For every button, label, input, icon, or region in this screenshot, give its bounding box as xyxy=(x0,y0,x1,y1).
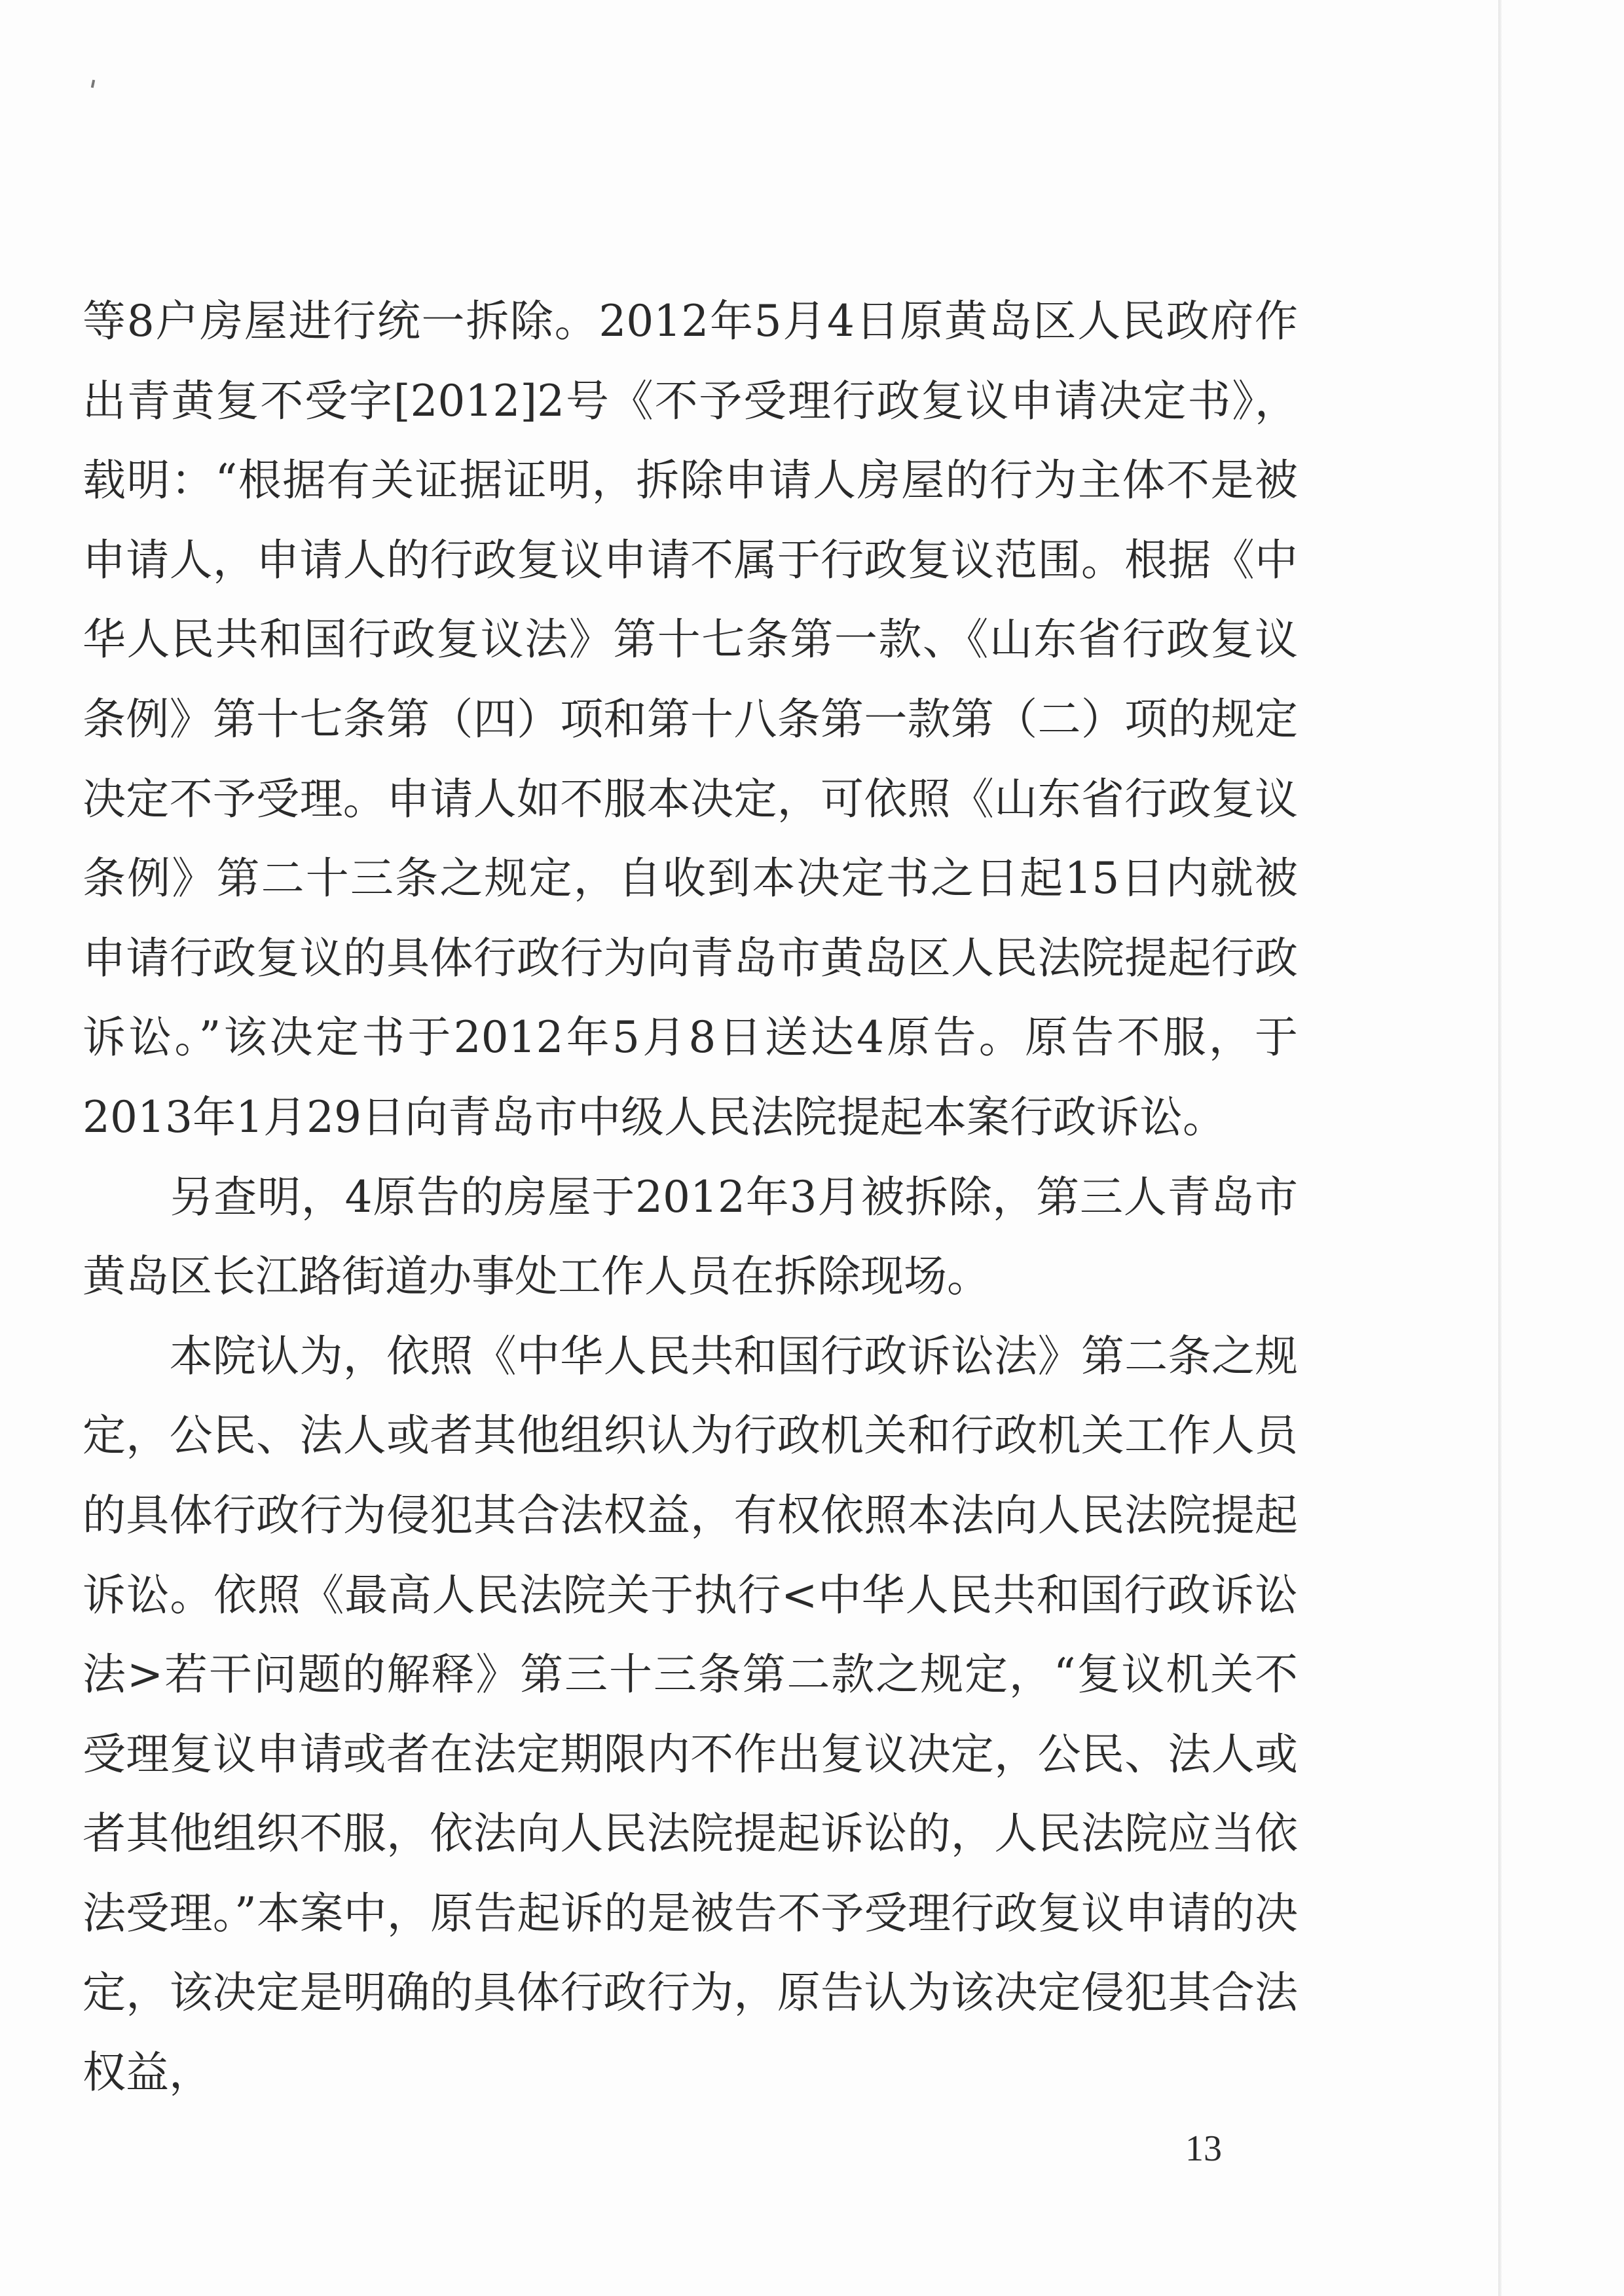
page-number: 13 xyxy=(1185,2128,1222,2169)
scan-speck xyxy=(91,80,95,88)
paragraph-court-opinion: 本院认为，依照《中华人民共和国行政诉讼法》第二条之规定，公民、法人或者其他组织认为行政机关和行政机关工作人员的具体行政行为侵犯其合法权益，有权依照本法向人民法院提起诉讼。依照《最高人民法院关于执行<中华人民共和国行政诉讼法>若干问题的解释》第三十三条第二款之规定，“复议机关不受理复议申请或者在法定期限内不作出复议决定，公民、法人或者其他组织不服，依法向人民法院提起诉讼的，人民法院应当依法受理。”本案中，原告起诉的是被告不予受理行政复议申请的决定，该决定是明确的具体行政行为，原告认为该决定侵犯其合法权益， xyxy=(83,1330,1298,2098)
paragraph-further-findings: 另查明，4原告的房屋于2012年3月被拆除，第三人青岛市黄岛区长江路街道办事处工作人员在拆除现场。 xyxy=(83,1171,1298,1302)
document-body xyxy=(83,282,1298,2113)
scan-edge-shadow xyxy=(1498,0,1502,2296)
paragraph-decision-continuation: 等8户房屋进行统一拆除。2012年5月4日原黄岛区人民政府作出青黄复不受字[2012]2号《不予受理行政复议申请决定书》，载明：“根据有关证据证明，拆除申请人房屋的行为主体不是被申请人，申请人的行政复议申请不属于行政复议范围。根据《中华人民共和国行政复议法》第十七条第一款、《山东省行政复议条例》第十七条第（四）项和第十八条第一款第（二）项的规定决定不予受理。申请人如不服本决定，可依照《山东省行政复议条例》第二十三条之规定，自收到本决定书之日起15日内就被申请行政复议的具体行政行为向青岛市黄岛区人民法院提起行政诉讼。”该决定书于2012年5月8日送达4原告。原告不服，于2013年1月29日向青岛市中级人民法院提起本案行政诉讼。 xyxy=(83,296,1298,1142)
